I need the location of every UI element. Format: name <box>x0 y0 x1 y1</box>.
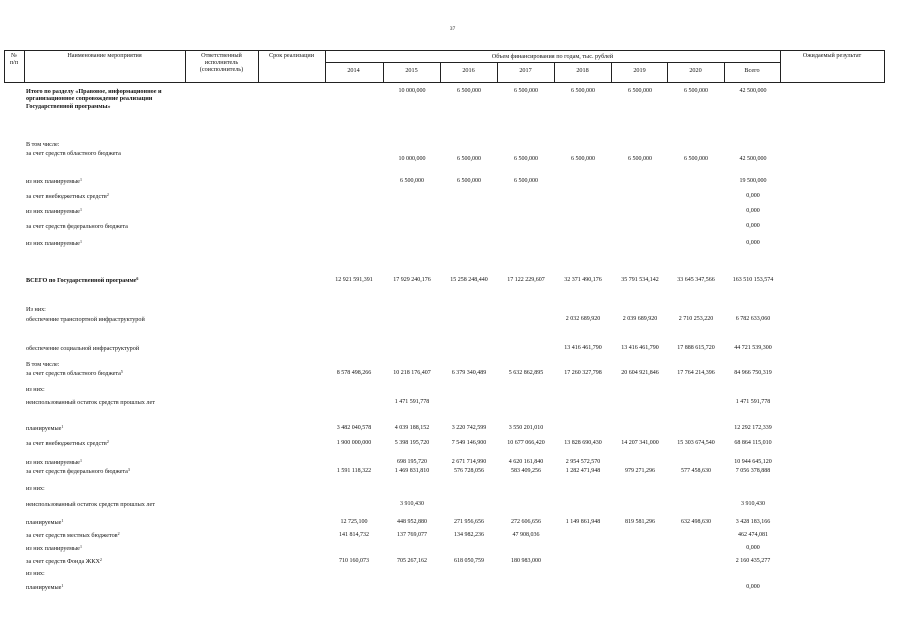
row-label: планируемые$^1$ <box>26 424 64 432</box>
value-cell: 17 122 229,607 <box>507 277 545 283</box>
page-number: 37 <box>449 26 456 32</box>
value-cell: 7 549 146,900 <box>451 440 487 446</box>
row-label: из них: <box>26 485 45 492</box>
col-term-header: Срок реализации <box>268 52 315 59</box>
footnote-marker: 3 <box>127 467 130 472</box>
row-label: обеспечение социальной инфраструктурой <box>26 345 140 352</box>
year-header: 2019 <box>633 67 646 74</box>
row-label: за счет средств федерального бюджета$^3$ <box>26 467 130 475</box>
value-cell: 12 725,100 <box>340 519 368 525</box>
row-label: В том числе: <box>26 361 60 368</box>
value-cell: 1 282 471,948 <box>565 468 601 474</box>
col-num-header: № п/п <box>9 52 19 67</box>
col-result-header: Ожидаемый результат <box>802 52 862 59</box>
value-cell: 35 791 534,142 <box>621 277 659 283</box>
value-cell: 3 910,430 <box>741 501 765 507</box>
value-cell: 2 954 572,570 <box>565 459 601 465</box>
value-cell: 618 050,759 <box>454 558 484 564</box>
value-cell: 6 500,000 <box>457 156 481 162</box>
row-label: за счет средств местных бюджетов$^2$ <box>26 531 120 539</box>
footnote-marker: 2 <box>117 531 120 536</box>
col-funding-header: Объем финансирования по годам, тыс. рублей <box>491 53 614 60</box>
value-cell: 17 929 240,176 <box>393 277 431 283</box>
table-row <box>0 440 905 450</box>
row-label: В том числе: <box>26 141 60 148</box>
value-cell: 19 500,000 <box>739 178 767 184</box>
value-cell: 42 500,000 <box>739 156 767 162</box>
value-cell: 17 764 214,396 <box>677 370 715 376</box>
row-label: за счет средств федерального бюджета <box>26 223 128 230</box>
value-cell: 7 056 378,888 <box>735 468 771 474</box>
footnote-marker: 1 <box>79 239 82 244</box>
row-label: из них планируемые$^1$ <box>26 177 82 185</box>
table-row <box>0 570 905 580</box>
value-cell: 632 498,630 <box>681 519 711 525</box>
footnote-marker: 1 <box>79 207 82 212</box>
value-cell: 20 604 921,846 <box>621 370 659 376</box>
value-cell: 6 500,000 <box>571 88 595 94</box>
value-cell: 6 500,000 <box>514 156 538 162</box>
row-label: за счет средств областного бюджета <box>26 150 121 157</box>
value-cell: 6 500,000 <box>628 88 652 94</box>
value-cell: 8 578 498,266 <box>336 370 372 376</box>
row-label: из них планируемые$^1$ <box>26 207 82 215</box>
value-cell: 6 500,000 <box>514 178 538 184</box>
value-cell: 6 500,000 <box>684 88 708 94</box>
value-cell: 698 195,720 <box>397 459 427 465</box>
value-cell: 3 220 742,599 <box>451 425 487 431</box>
year-header: Всего <box>744 67 760 74</box>
row-label: за счет внебюджетных средств$^2$ <box>26 192 109 200</box>
value-cell: 819 581,296 <box>625 519 655 525</box>
col-name-header: Наименование мероприятия <box>67 52 142 59</box>
value-cell: 180 983,000 <box>511 558 541 564</box>
table-row <box>0 468 905 478</box>
row-label: из них планируемые$^1$ <box>26 239 82 247</box>
table-row <box>0 240 905 250</box>
row-label: неиспользованный остаток средств прошлых лет <box>26 399 155 406</box>
table-row <box>0 425 905 435</box>
value-cell: 134 982,236 <box>454 532 484 538</box>
footnote-marker: 2 <box>99 557 102 562</box>
footnote-marker: 1 <box>61 518 64 523</box>
table-row <box>0 208 905 218</box>
value-cell: 33 645 347,566 <box>677 277 715 283</box>
value-cell: 3 482 040,578 <box>336 425 372 431</box>
value-cell: 979 271,296 <box>625 468 655 474</box>
value-cell: 705 267,162 <box>397 558 427 564</box>
value-cell: 1 471 591,778 <box>394 399 430 405</box>
value-cell: 6 500,000 <box>457 88 481 94</box>
row-label: за счет средств областного бюджета$^5$ <box>26 369 123 377</box>
value-cell: 1 469 831,810 <box>394 468 430 474</box>
value-cell: 10 000,000 <box>398 88 426 94</box>
value-cell: 6 379 340,489 <box>451 370 487 376</box>
footnote-marker: 6 <box>136 276 139 281</box>
footnote-marker: 2 <box>106 439 109 444</box>
value-cell: 2 039 689,920 <box>622 316 658 322</box>
table-row <box>0 501 905 511</box>
value-cell: 4 039 188,152 <box>394 425 430 431</box>
table-row <box>0 88 905 110</box>
value-cell: 5 632 862,895 <box>508 370 544 376</box>
footnote-marker: 1 <box>79 544 82 549</box>
value-cell: 12 292 172,339 <box>734 425 772 431</box>
value-cell: 14 207 341,000 <box>621 440 659 446</box>
value-cell: 0,000 <box>746 240 760 246</box>
table-row <box>0 519 905 529</box>
row-label: обеспечение транспортной инфраструктурой <box>26 316 145 323</box>
footnote-marker: 5 <box>120 369 123 374</box>
value-cell: 0,000 <box>746 208 760 214</box>
col-executor-header: Ответственный исполнитель (соисполнитель) <box>199 52 244 74</box>
value-cell: 2 032 689,920 <box>565 316 601 322</box>
value-cell: 6 500,000 <box>400 178 424 184</box>
value-cell: 17 260 327,798 <box>564 370 602 376</box>
row-label: ВСЕГО по Государственной программе$^6$ <box>26 276 139 284</box>
value-cell: 710 160,073 <box>339 558 369 564</box>
value-cell: 0,000 <box>746 223 760 229</box>
row-label: за счет средств Фонда ЖКХ$^2$ <box>26 557 102 565</box>
value-cell: 0,000 <box>746 584 760 590</box>
value-cell: 2 710 253,220 <box>678 316 714 322</box>
value-cell: 68 864 115,010 <box>734 440 772 446</box>
row-label: планируемые$^1$ <box>26 583 64 591</box>
year-header: 2018 <box>576 67 589 74</box>
value-cell: 13 828 690,430 <box>564 440 602 446</box>
value-cell: 272 606,656 <box>511 519 541 525</box>
value-cell: 1 591 118,322 <box>336 468 372 474</box>
table-row <box>0 370 905 380</box>
table-row <box>0 178 905 188</box>
footnote-marker: 1 <box>61 424 64 429</box>
value-cell: 47 908,036 <box>512 532 540 538</box>
row-label: из них планируемые$^1$ <box>26 458 82 466</box>
table-row <box>0 584 905 594</box>
row-label: из них: <box>26 386 45 393</box>
table-row <box>0 345 905 355</box>
value-cell: 15 258 248,440 <box>450 277 488 283</box>
value-cell: 4 620 161,840 <box>508 459 544 465</box>
table-row <box>0 316 905 326</box>
value-cell: 15 303 674,540 <box>677 440 715 446</box>
value-cell: 3 428 183,166 <box>735 519 771 525</box>
table-row <box>0 485 905 495</box>
value-cell: 13 416 461,790 <box>621 345 659 351</box>
value-cell: 576 728,056 <box>454 468 484 474</box>
value-cell: 10 944 645,120 <box>734 459 772 465</box>
value-cell: 137 769,077 <box>397 532 427 538</box>
footnote-marker: 2 <box>106 192 109 197</box>
value-cell: 12 921 591,391 <box>335 277 373 283</box>
value-cell: 6 500,000 <box>457 178 481 184</box>
value-cell: 3 910,430 <box>400 501 424 507</box>
table-row <box>0 532 905 542</box>
value-cell: 5 398 195,720 <box>394 440 430 446</box>
table-row <box>0 386 905 396</box>
value-cell: 10 677 066,420 <box>507 440 545 446</box>
table-row <box>0 545 905 555</box>
row-label: за счет внебюджетных средств$^2$ <box>26 439 109 447</box>
row-label: из них: <box>26 570 45 577</box>
value-cell: 0,000 <box>746 545 760 551</box>
table-row <box>0 558 905 568</box>
year-header: 2017 <box>519 67 532 74</box>
value-cell: 6 500,000 <box>628 156 652 162</box>
row-label: неиспользованный остаток средств прошлых лет <box>26 501 155 508</box>
value-cell: 2 160 435,277 <box>735 558 771 564</box>
value-cell: 1 149 861,948 <box>565 519 601 525</box>
value-cell: 44 721 539,300 <box>734 345 772 351</box>
year-header: 2016 <box>462 67 475 74</box>
value-cell: 448 952,880 <box>397 519 427 525</box>
footnote-marker: 1 <box>79 177 82 182</box>
row-label: из них планируемые$^1$ <box>26 544 82 552</box>
table-row <box>0 193 905 203</box>
value-cell: 6 500,000 <box>571 156 595 162</box>
value-cell: 141 814,732 <box>339 532 369 538</box>
year-header: 2014 <box>347 67 360 74</box>
table-row <box>0 277 905 287</box>
row-label: Итого по разделу «Правовое, информационное и организационное сопровождение реализации Государственной программы» <box>26 88 162 110</box>
table-row <box>0 399 905 409</box>
year-header: 2015 <box>405 67 418 74</box>
value-cell: 1 471 591,778 <box>735 399 771 405</box>
value-cell: 13 416 461,790 <box>564 345 602 351</box>
value-cell: 2 671 714,990 <box>451 459 487 465</box>
value-cell: 32 371 490,176 <box>564 277 602 283</box>
value-cell: 271 956,656 <box>454 519 484 525</box>
value-cell: 42 500,000 <box>739 88 767 94</box>
table-row <box>0 306 905 316</box>
footnote-marker: 1 <box>61 583 64 588</box>
value-cell: 6 782 633,060 <box>735 316 771 322</box>
value-cell: 6 500,000 <box>684 156 708 162</box>
value-cell: 10 218 176,407 <box>393 370 431 376</box>
row-label: планируемые$^1$ <box>26 518 64 526</box>
value-cell: 577 458,630 <box>681 468 711 474</box>
value-cell: 3 550 201,010 <box>508 425 544 431</box>
row-label: Из них: <box>26 306 46 313</box>
year-header: 2020 <box>689 67 702 74</box>
table-row <box>0 223 905 233</box>
value-cell: 6 500,000 <box>514 88 538 94</box>
value-cell: 17 888 615,720 <box>677 345 715 351</box>
table-row <box>0 156 905 166</box>
value-cell: 462 474,081 <box>738 532 768 538</box>
value-cell: 10 000,000 <box>398 156 426 162</box>
value-cell: 84 966 750,319 <box>734 370 772 376</box>
value-cell: 163 510 153,574 <box>732 277 774 283</box>
value-cell: 1 900 000,000 <box>336 440 372 446</box>
value-cell: 0,000 <box>746 193 760 199</box>
value-cell: 583 409,256 <box>511 468 541 474</box>
footnote-marker: 1 <box>79 458 82 463</box>
